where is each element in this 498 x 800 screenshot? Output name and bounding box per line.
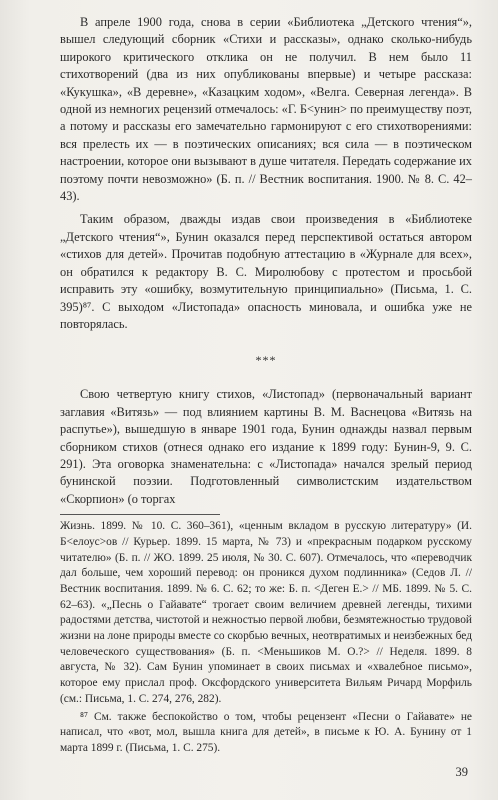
paragraph-3: Свою четвертую книгу стихов, «Листопад» (первоначальный вариант заглавия «Витязь» — под влиянием картины В. М. Васнецова «Витязь на распутье»), вышедшую в январе 1901 года, Бунин однажды назвал первым сборником стихов (отнеся однако его издание к 1899 году: Бунин-9, 9. С. 291). Эта оговорка знаменательна: с «Листопада» начался зрелый период бунинской поэзии. Подготовленный символистским издательством «Скорпион» (о торгах <box>60 387 472 506</box>
paragraph-2: Таким образом, дважды издав свои произведения в «Библиотеке „Детского чтения“», Бунин оказался перед перспективой остаться автором «стихов для детей». Прочитав подобную аттестацию в «Журнале для всех», он обратился к редактору В. С. Миролюбову с протестом и просьбой исправить эту «ошибку, возмутительную принципиально» (Письма, 1. С. 395)⁸⁷. С выходом «Листопада» опасность миновала, и ошибка уже не повторялась. <box>60 212 472 331</box>
section-separator: *** <box>255 353 277 368</box>
footnote-rule <box>60 514 220 515</box>
paragraph-1: В апреле 1900 года, снова в серии «Библиотека „Детского чтения“», вышел следующий сборник «Стихи и рассказы», однако сколько-нибудь широкого критического отклика он не получил. В нем было 11 стихотворений (два из них опубликованы впервые) и четыре рассказа: «Кукушка», «В деревне», «Казацким ходом», «Велга. Северная легенда». В одной из немногих рецензий отмечалось: «Г. Б<унин> по преимуществу поэт, а потому и рассказы его замечательно гармонируют с его стихотворениями: вся прелесть их — в поэтических описаниях; вся сила — в поэтическом настроении, которое они вызывают в душе читателя. Передать содержание их поэтому почти невозможно» (Б. п. // Вестник воспитания. 1900. № 8. С. 42–43). <box>60 15 472 204</box>
footnotes <box>60 519 472 757</box>
footnote-continuation: Жизнь. 1899. № 10. С. 360–361), «ценным вкладом в русскую литературу» (И. Б<елоус>ов // Курьер. 1899. 15 марта, № 73) и «прекрасным подарком русскому читателю» (Б. п. // ЖО. 1899. 25 июля, № 30. С. 607). Отмечалось, что «переводчик дал больше, чем хороший перевод: он проникся духом подлинника» (Седов Л. // Вестник воспитания. 1899. № 6. С. 62; то же: Б. п. <Деген Е.> // МБ. 1899. № 5. С. 62–63). «„Песнь о Гайавате“ трогает своим величием древней легенды, тихими радостями детства, чистотой и нежностью первой любви, безмятежностью трудовой жизни на лоне природы вместе со скорбью вечных, неотвратимых и неизбежных бед человеческого существования» (Б. п. <Меньшиков М. О.?> // Неделя. 1899. 8 августа, № 32). Сам Бунин упоминает в своих письмах и «хвалебное письмо», которое ему прислал проф. Оксфордского университета Вильям Ричард Морфиль (см.: Письма, 1. С. 274, 276, 282). <box>60 520 472 705</box>
footnote-87: ⁸⁷ См. также беспокойство о том, чтобы рецензент «Песни о Гайавате» не написал, что «вот, мол, вышла книга для детей», в письме к Ю. А. Бунину от 1 марта 1899 г. (Письма, 1. С. 275). <box>60 710 472 754</box>
page-text-block <box>60 14 472 757</box>
page-number: 39 <box>455 765 468 779</box>
main-text <box>60 14 472 508</box>
